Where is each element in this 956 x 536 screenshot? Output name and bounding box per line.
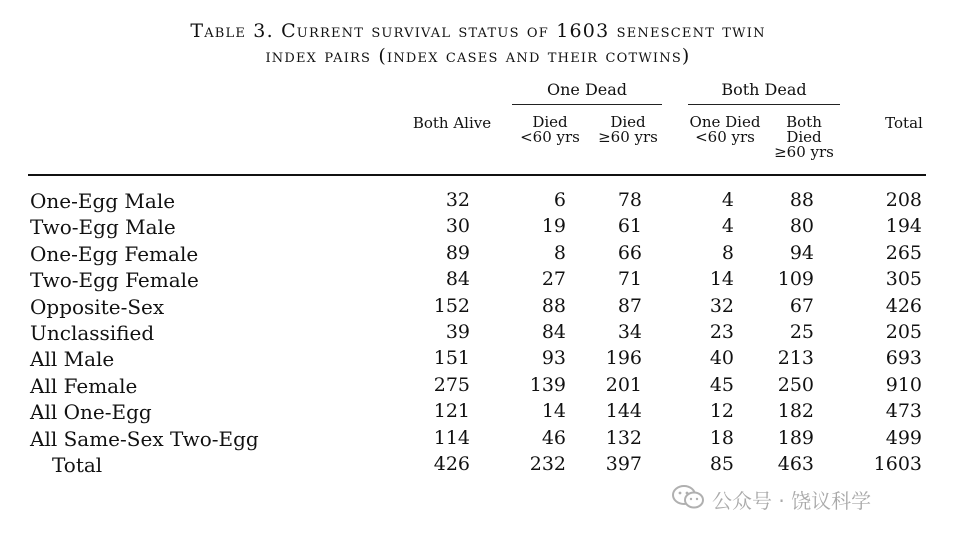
table-cell-both-alive: 84 [445,268,470,291]
table-row [0,453,956,479]
table-cell-both-died-ge60: 25 [789,321,814,343]
table-cell-both-died-ge60: 463 [777,453,814,475]
table-cell-both-alive: 32 [445,189,470,211]
row-label: Two-Egg Female [30,268,199,293]
row-label: All Same-Sex Two-Egg [30,426,259,451]
column-header-died-ge60 [590,115,666,145]
table-cell-both-alive: 426 [433,453,470,475]
table-cell-both-alive: 121 [433,400,470,423]
column-header-line: ≥60 yrs [774,143,834,161]
table-cell-died-ge60: 34 [617,321,642,343]
group-rule-both-dead [688,104,840,105]
column-header-line: Died [786,128,822,146]
table-cell-both-died-ge60: 109 [777,268,814,291]
table-cell-both-died-ge60: 189 [777,426,814,449]
column-header-line: ≥60 yrs [598,128,658,146]
table-cell-one-died-lt60: 85 [709,453,734,475]
column-header-both-alive [402,116,502,131]
table-cell-both-alive: 275 [433,373,470,396]
column-header-line: <60 yrs [520,128,580,146]
table-cell-total: 499 [885,426,922,449]
table-row [0,321,956,347]
table-cell-died-ge60: 144 [605,400,642,423]
wechat-icon [672,485,704,509]
table-cell-died-ge60: 71 [617,268,642,291]
table-cell-total: 205 [885,321,922,343]
table-cell-both-died-ge60: 80 [789,215,814,238]
table-cell-total: 693 [885,347,922,370]
table-cell-both-alive: 114 [433,426,470,449]
row-label: One-Egg Male [30,189,176,213]
table-row [0,295,956,321]
table-cell-died-lt60: 27 [541,268,566,291]
table-cell-died-lt60: 232 [529,453,566,475]
table-cell-one-died-lt60: 4 [721,189,734,211]
row-label: Total [52,453,103,477]
row-label: Unclassified [30,321,155,345]
table-cell-both-alive: 152 [433,294,470,317]
table-cell-total: 1603 [873,453,922,475]
table-cell-total: 265 [885,241,922,264]
column-header-both-died-ge60 [766,115,842,160]
table-cell-died-lt60: 6 [553,189,566,211]
table-cell-both-alive: 89 [445,241,470,264]
table-row [0,189,956,215]
column-header-line: Died [532,113,568,131]
table-cell-one-died-lt60: 14 [709,268,734,291]
table-cell-died-ge60: 397 [605,453,642,475]
table-cell-total: 473 [885,400,922,423]
watermark-text: 公众号 · 饶议科学 [712,489,872,513]
table-cell-both-died-ge60: 67 [789,294,814,317]
table-cell-one-died-lt60: 45 [709,373,734,396]
table-cell-died-ge60: 196 [605,347,642,370]
row-label: Two-Egg Male [30,215,176,240]
table-cell-both-alive: 30 [445,215,470,238]
table-cell-died-lt60: 93 [541,347,566,370]
column-header-line: Died [610,113,646,131]
column-header-died-lt60 [512,115,588,145]
table-cell-died-ge60: 201 [605,373,642,396]
table-cell-both-died-ge60: 88 [789,189,814,211]
row-label: Opposite-Sex [30,294,165,319]
table-cell-total: 194 [885,215,922,238]
group-rule-one-dead [512,104,662,105]
table-row [0,374,956,400]
column-header-total [866,116,942,131]
table-cell-died-lt60: 8 [553,241,566,264]
column-header-line: One Died [689,113,761,131]
table-cell-both-died-ge60: 250 [777,373,814,396]
table-cell-one-died-lt60: 23 [709,321,734,343]
row-label: All Male [30,347,115,372]
table-cell-died-lt60: 88 [541,294,566,317]
table-cell-died-lt60: 139 [529,373,566,396]
column-header-line: Total [885,114,923,132]
table-cell-one-died-lt60: 18 [709,426,734,449]
table-row [0,215,956,241]
table-cell-total: 426 [885,294,922,317]
table-title-line2: index pairs (index cases and their cotwins) [265,45,691,67]
column-header-line: <60 yrs [695,128,755,146]
table-row [0,347,956,373]
header-rule [28,174,926,176]
table-cell-died-lt60: 19 [541,215,566,238]
table-cell-died-ge60: 66 [617,241,642,264]
table-row [0,242,956,268]
table-cell-both-alive: 39 [445,321,470,343]
table-cell-died-lt60: 14 [541,400,566,423]
table-cell-died-lt60: 46 [541,426,566,449]
table-row [0,268,956,294]
table-cell-one-died-lt60: 40 [709,347,734,370]
table-cell-died-lt60: 84 [541,321,566,343]
column-header-line: Both [786,113,822,131]
table-cell-died-ge60: 87 [617,294,642,317]
table-cell-died-ge60: 78 [617,189,642,211]
row-label: One-Egg Female [30,241,199,266]
table-title-line1: Table 3. Current survival status of 1603 senescent twin [190,20,766,42]
table-row [0,427,956,453]
row-label: All One-Egg [30,400,152,425]
table-cell-total: 910 [885,373,922,396]
table-cell-died-ge60: 61 [617,215,642,238]
table-cell-one-died-lt60: 8 [721,241,734,264]
group-header-one-dead: One Dead [546,80,628,99]
table-cell-both-died-ge60: 213 [777,347,814,370]
column-header-one-died-lt60 [682,115,768,145]
row-label: All Female [30,373,138,398]
column-header-line: Both Alive [412,114,492,132]
table-row [0,400,956,426]
table-cell-one-died-lt60: 4 [721,215,734,238]
table-cell-total: 208 [885,189,922,211]
table-cell-both-died-ge60: 182 [777,400,814,423]
table-cell-one-died-lt60: 32 [709,294,734,317]
table-cell-total: 305 [885,268,922,291]
table-cell-both-alive: 151 [433,347,470,370]
table-cell-died-ge60: 132 [605,426,642,449]
table-cell-both-died-ge60: 94 [789,241,814,264]
group-header-both-dead: Both Dead [721,80,807,99]
table-cell-one-died-lt60: 12 [709,400,734,423]
